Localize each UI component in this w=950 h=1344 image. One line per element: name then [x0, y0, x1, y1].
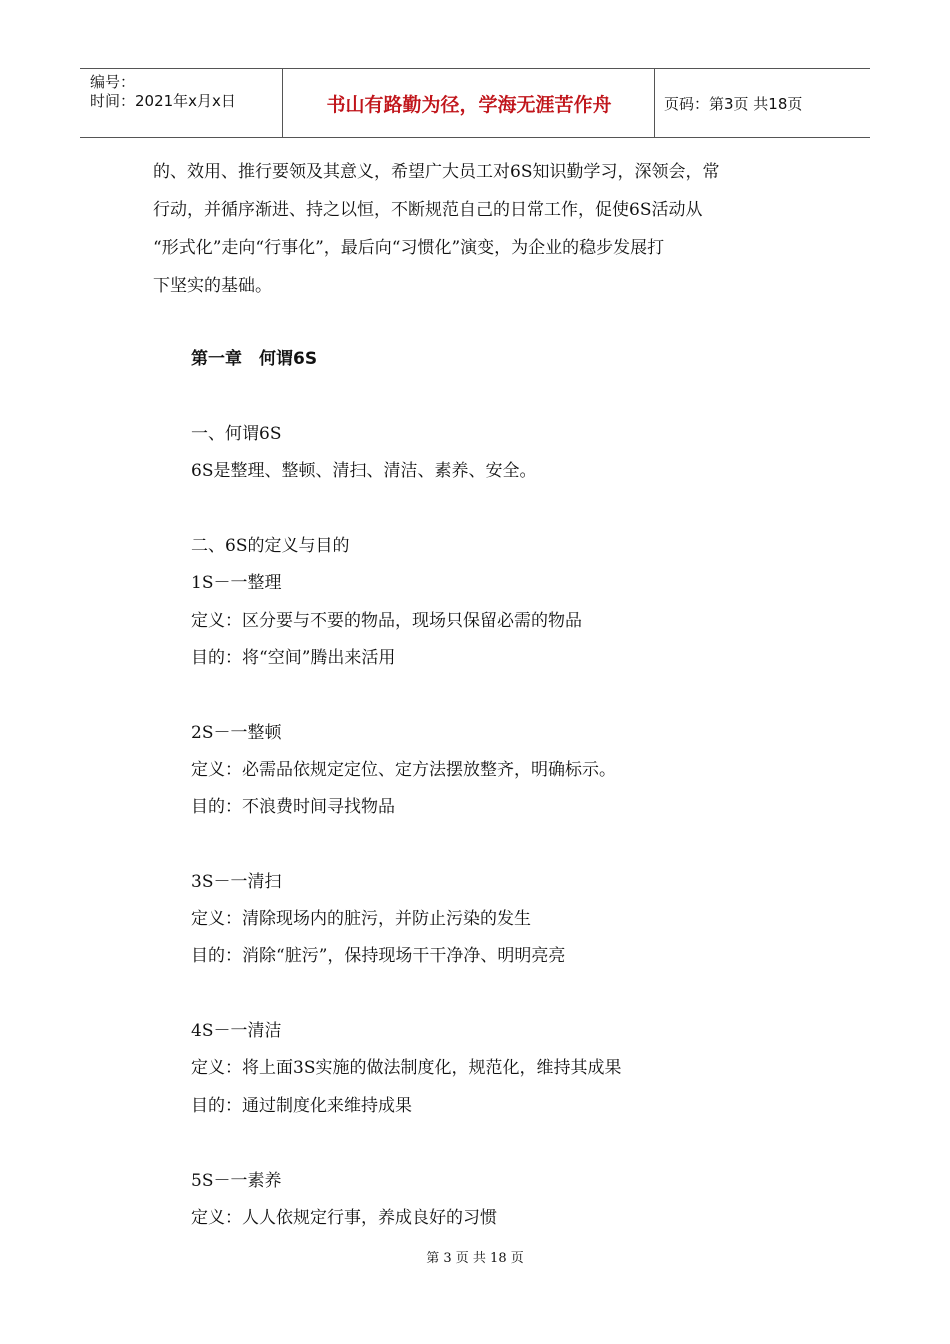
item-definition: 定义：必需品依规定定位、定方法摆放整齐，明确标示。 [191, 760, 616, 780]
item-title: 4S－一清洁 [191, 1021, 282, 1041]
intro-line: 行动，并循序渐进、持之以恒，不断规范自己的日常工作，促使6S活动从 [153, 200, 703, 220]
header-divider [654, 69, 655, 137]
item-definition: 定义：清除现场内的脏污，并防止污染的发生 [191, 909, 531, 929]
section-heading: 二、6S的定义与目的 [191, 536, 350, 556]
chapter-title: 第一章 何谓6S [191, 349, 318, 369]
item-title: 3S－一清扫 [191, 872, 282, 892]
item-purpose: 目的：不浪费时间寻找物品 [191, 797, 395, 817]
page-header [80, 68, 870, 138]
item-purpose: 目的：将“空间”腾出来活用 [191, 648, 396, 668]
header-motto: 书山有路勤为径，学海无涯苦作舟 [326, 93, 612, 116]
header-page-info: 页码：第3页 共18页 [664, 94, 803, 113]
item-title: 1S－一整理 [191, 573, 282, 593]
item-definition: 定义：区分要与不要的物品，现场只保留必需的物品 [191, 611, 582, 631]
item-definition: 定义：人人依规定行事，养成良好的习惯 [191, 1208, 497, 1228]
document-number-label: 编号： [90, 73, 136, 91]
intro-line: “形式化”走向“行事化”，最后向“习惯化”演变，为企业的稳步发展打 [153, 238, 665, 258]
item-purpose: 目的：通过制度化来维持成果 [191, 1096, 412, 1116]
intro-line: 的、效用、推行要领及其意义，希望广大员工对6S知识勤学习，深领会，常 [153, 162, 720, 182]
document-date: 时间：2021年x月x日 [90, 92, 236, 110]
item-title: 2S－一整顿 [191, 723, 282, 743]
item-title: 5S－一素养 [191, 1171, 282, 1191]
page-footer: 第 3 页 共 18 页 [426, 1251, 524, 1266]
section-heading: 一、何谓6S [191, 424, 282, 444]
section-text: 6S是整理、整顿、清扫、清洁、素养、安全。 [191, 461, 537, 481]
intro-line: 下坚实的基础。 [153, 276, 272, 296]
item-purpose: 目的：消除“脏污”，保持现场干干净净、明明亮亮 [191, 946, 566, 966]
header-meta [90, 73, 280, 111]
item-definition: 定义：将上面3S实施的做法制度化，规范化，维持其成果 [191, 1058, 622, 1078]
